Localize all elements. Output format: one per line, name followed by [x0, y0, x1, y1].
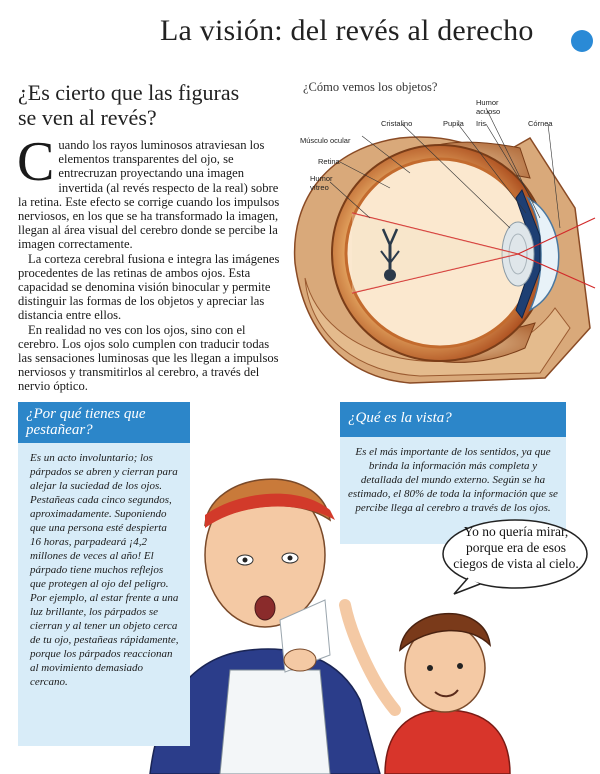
label-retina: Retina: [318, 157, 340, 166]
label-cristalino: Cristalino: [381, 119, 413, 128]
paragraph-1: [17, 131, 280, 252]
label-pupila: Pupila: [443, 119, 464, 128]
paragraph-2: La corteza cerebral fusiona e integra las imágenes procedentes de las retinas de ambos ojos. Esta capacidad se denomina visión binocular y permite distinguir las formas de los objetos y apreciar las distancia entre ellos.: [18, 251, 280, 323]
paragraph-3: En realidad no ves con los ojos, sino con el cerebro. Los ojos solo cumplen con traducir todas las sensaciones luminosas que les llegan a impulsos nerviosos y transmitirlos al cerebro, a través del nervio óptico.: [18, 322, 279, 394]
page-title: La visión: del revés al derecho: [160, 14, 534, 47]
label-cornea: Córnea: [528, 119, 553, 128]
article-heading: ¿Es cierto que las figuras se ven al revés?: [18, 80, 240, 130]
label-iris: Iris: [476, 119, 486, 128]
blink-box-title: ¿Por qué tienes que pestañear?: [18, 402, 190, 443]
blink-box-text: Es un acto involuntario; los párpados se abren y cierran para alejar la suciedad de los ojos. Pestañeas cada cinco segundos, aproximadamente. Suponiendo que una persona esté despierta 16 horas, parpadeará ¡4,2 millones de veces al año! El párpado tiene muchos reflejos que protegen al ojo del peligro. Por ejemplo, al estar frente a una luz brillante, los párpados se cierran y al tener un objeto cerca de tu ojo, pestañeas rápidamente, porque los párpados reaccionan al movimiento demasiado cercano.: [30, 452, 179, 688]
title-bullet-icon: [571, 30, 593, 52]
label-humor-acuoso: Humor acuoso: [476, 98, 501, 116]
diagram-title: ¿Cómo vemos los objetos?: [303, 80, 438, 94]
sight-box-title: ¿Qué es la vista?: [340, 402, 566, 437]
article-body: [17, 131, 280, 394]
blink-info-box: [18, 402, 190, 746]
label-humor-vitreo: Humor vítreo: [310, 174, 333, 192]
label-musculo-ocular: Músculo ocular: [300, 136, 351, 145]
paragraph-1-text: uando los rayos luminosos atraviesan los elementos transparentes del ojo, se entrecruzan proyectando una imagen invertida (al revés respecto de la real) sobre la retina. Este efecto se corrige cuando los impulsos nerviosos, en los que se ha transformado la imagen, llegan al área visual del cerebro donde se percibe la imagen correctamente.: [18, 138, 280, 252]
speech-bubble-text: Yo no quería mirar, porque era de esos ciegos de vista al cielo.: [453, 524, 579, 571]
sight-box-text: Es el más importante de los sentidos, ya que brinda la información más completa y detallada del mundo externo. Según se ha estimado, el 80% de toda la información que se percibe llega al cerebro a través de los ojos.: [348, 446, 558, 514]
drop-cap: C: [17, 131, 55, 193]
